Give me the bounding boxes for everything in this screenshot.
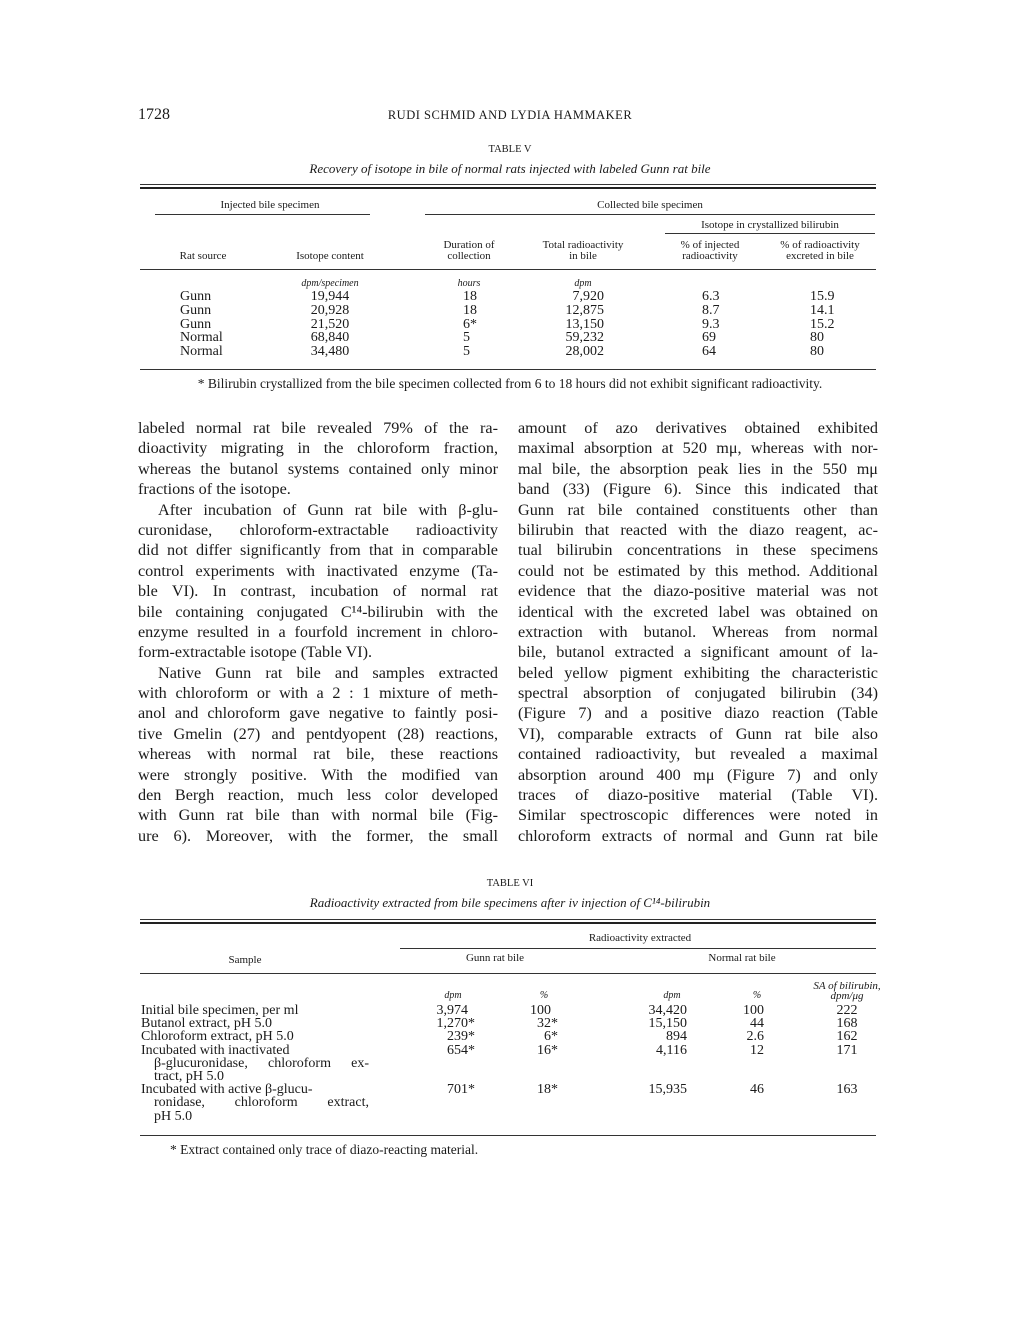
table5-col-header: Total radioactivity bbox=[542, 239, 624, 251]
text-line: whereas the butanol systems contained only minor bbox=[138, 459, 498, 478]
table5-col-header: % of injected bbox=[680, 239, 740, 251]
table6-cell: 894 bbox=[666, 1029, 687, 1045]
table5-cell: 9.3 bbox=[702, 316, 720, 332]
table5-cell: 12,875 bbox=[565, 302, 604, 318]
table6-cell: 4,116 bbox=[656, 1042, 687, 1058]
table6-cell: 100 bbox=[743, 1003, 764, 1018]
text-line: ure 6). Moreover, with the former, the small bbox=[138, 826, 498, 845]
table6-group-gunn: Gunn rat bile bbox=[465, 952, 525, 964]
text-line: bilirubin that reacted with the diazo reagent, ac- bbox=[518, 520, 878, 539]
rule bbox=[140, 919, 876, 920]
text-line: with Gunn rat bile than with normal bile (Fig- bbox=[138, 806, 498, 825]
table6-sample-line: Initial bile specimen, per ml bbox=[141, 1003, 299, 1018]
table5-cell: 15.2 bbox=[810, 316, 835, 332]
table5-cell: 34,480 bbox=[310, 344, 350, 360]
table5-footnote: * Bilirubin crystallized from the bile specimen collected from 6 to 18 hours did not exhibit significant radioactivity. bbox=[197, 376, 823, 391]
text-line: were strongly positive. With the modified van bbox=[138, 765, 498, 784]
table6-caption: Radioactivity extracted from bile specimens after iv injection of C¹⁴-bilirubin bbox=[309, 895, 711, 910]
table5-unit: dpm/specimen bbox=[301, 278, 359, 289]
table5-cell: 69 bbox=[702, 330, 716, 346]
table6-cell: 32* bbox=[537, 1016, 558, 1032]
table6-footnote: * Extract contained only trace of diazo-reacting material. bbox=[170, 1142, 479, 1157]
table6-unit: dpm bbox=[444, 990, 462, 1001]
table5-col-header: in bile bbox=[569, 250, 597, 262]
table5-cell: 5 bbox=[463, 344, 470, 360]
table6-sample-line: Chloroform extract, pH 5.0 bbox=[141, 1029, 294, 1045]
rule bbox=[155, 214, 370, 215]
text-line: ble VI). In contrast, incubation of normal rat bbox=[138, 582, 498, 601]
table6-cell: 15,935 bbox=[648, 1082, 687, 1098]
table5-cell: 5 bbox=[463, 330, 470, 346]
table5-cell: 18 bbox=[463, 289, 477, 304]
table5-cell: 59,232 bbox=[565, 330, 604, 346]
text-line: extraction with butanol. Whereas from normal bbox=[518, 622, 878, 641]
table6-sample-line: β-glucuronidase, chloroform ex- bbox=[154, 1055, 369, 1071]
text-line: control experiments with inactivated enzyme (Ta- bbox=[138, 561, 498, 580]
text-line: tual bilirubin concentrations in these specimens bbox=[518, 541, 878, 560]
table6-cell: 1,270* bbox=[436, 1016, 475, 1032]
rule bbox=[140, 369, 876, 370]
table6-cell: 12 bbox=[750, 1042, 764, 1058]
table6-sa-header: SA of bilirubin, bbox=[813, 980, 881, 992]
text-line: identical with the excreted label was obtained on bbox=[518, 602, 878, 621]
table6-sample-line: ronidase, chloroform extract, bbox=[154, 1095, 369, 1111]
table6-cell: 46 bbox=[750, 1082, 764, 1098]
table5-col-header: Duration of bbox=[443, 239, 495, 251]
body-right-column bbox=[518, 418, 878, 846]
text-line: dioactivity migrating in the chloroform fraction, bbox=[138, 439, 498, 458]
table6-group-normal: Normal rat bile bbox=[708, 952, 776, 964]
text-line: evidence that the diazo-positive material was not bbox=[518, 582, 878, 601]
table6-cell: 239* bbox=[447, 1029, 475, 1045]
text-line: Similar spectroscopic differences were noted in bbox=[518, 806, 878, 825]
rule bbox=[140, 269, 876, 270]
table6-cell: 44 bbox=[750, 1016, 764, 1032]
table6-col-sample: Sample bbox=[228, 954, 262, 966]
text-line: band (33) (Figure 6). Since this indicated that bbox=[518, 480, 878, 499]
text-line: amount of azo derivatives obtained exhibited bbox=[518, 419, 878, 437]
table5-col-header: collection bbox=[447, 250, 491, 262]
table6-sample-line: Incubated with inactivated bbox=[141, 1042, 290, 1058]
text-line: traces of diazo-positive material (Table VI). bbox=[518, 786, 878, 805]
text-line: anol and chloroform gave negative to faintly posi- bbox=[138, 704, 498, 723]
table6-cell: 222 bbox=[836, 1003, 858, 1018]
rule bbox=[140, 1135, 876, 1136]
text-line: could not be estimated by this method. Additional bbox=[518, 561, 878, 580]
text-line: tive Gmelin (27) and pentdyopent (28) reactions, bbox=[138, 724, 498, 743]
text-line: fractions of the isotope. bbox=[138, 480, 291, 499]
text-line: spectral absorption of conjugated bilirubin (34) bbox=[518, 684, 878, 703]
table6-unit: % bbox=[539, 990, 549, 1001]
body-left-column bbox=[138, 418, 498, 846]
text-line: mal bile, the absorption peak lies in the 550 mμ bbox=[518, 459, 878, 478]
page-number: 1728 bbox=[138, 106, 170, 123]
table6-cell: 162 bbox=[836, 1029, 858, 1045]
text-line: beled yellow pigment exhibiting the characteristic bbox=[518, 663, 878, 682]
table5-col-header: Isotope content bbox=[296, 250, 364, 262]
rule bbox=[140, 187, 876, 189]
table6-sample-line: pH 5.0 bbox=[154, 1108, 193, 1124]
table6-cell: 18* bbox=[537, 1082, 558, 1098]
table5-group-injected: Injected bile specimen bbox=[220, 199, 320, 211]
table5-cell: 7,920 bbox=[572, 289, 604, 304]
table6-cell: 2.6 bbox=[746, 1029, 764, 1045]
table5-cell: 80 bbox=[810, 330, 824, 346]
table5-cell: 6.3 bbox=[702, 289, 720, 304]
rule bbox=[665, 233, 875, 234]
rule bbox=[140, 973, 876, 974]
text-line: den Bergh reaction, much less color developed bbox=[138, 786, 498, 805]
table6-group-extracted: Radioactivity extracted bbox=[588, 932, 692, 944]
table5-group-isotope: Isotope in crystallized bilirubin bbox=[701, 219, 839, 231]
table5-cell: Normal bbox=[180, 330, 223, 346]
table6-cell: 168 bbox=[836, 1016, 858, 1032]
table5-cell: 28,002 bbox=[565, 344, 604, 360]
text-line: form-extractable isotope (Table VI). bbox=[138, 643, 373, 662]
text-line: curonidase, chloroform-extractable radioactivity bbox=[138, 520, 498, 539]
text-line: enzyme resulted in a fourfold increment in chloro- bbox=[138, 622, 498, 641]
table6-unit: dpm bbox=[663, 990, 681, 1001]
text-line: contained radioactivity, but revealed a maximal bbox=[518, 745, 878, 764]
table5-cell: 14.1 bbox=[810, 302, 835, 318]
table5-cell: 21,520 bbox=[310, 316, 350, 332]
text-line: Native Gunn rat bile and samples extracted bbox=[158, 663, 498, 682]
table6-label: TABLE VI bbox=[486, 878, 534, 889]
table6-sample-line: Butanol extract, pH 5.0 bbox=[141, 1016, 273, 1032]
text-line: bile containing conjugated C¹⁴-bilirubin with the bbox=[138, 602, 498, 621]
table5-cell: Normal bbox=[180, 344, 223, 360]
table5-unit: dpm bbox=[574, 278, 592, 289]
table6-sample-line: Incubated with active β-glucu- bbox=[141, 1082, 313, 1098]
table6-sample-line: tract, pH 5.0 bbox=[154, 1069, 224, 1084]
text-line: After incubation of Gunn rat bile with β-glu- bbox=[158, 500, 498, 519]
table5-cell: 19,944 bbox=[310, 289, 350, 304]
table6-cell: 15,150 bbox=[648, 1016, 687, 1032]
rule bbox=[140, 184, 876, 185]
table5-cell: 80 bbox=[810, 344, 824, 360]
table6-cell: 171 bbox=[836, 1042, 858, 1058]
table5-cell: 20,928 bbox=[310, 302, 350, 318]
text-line: did not differ significantly from that in comparable bbox=[138, 541, 498, 560]
table5-caption: Recovery of isotope in bile of normal rats injected with labeled Gunn rat bile bbox=[309, 161, 711, 176]
table5-cell: 64 bbox=[702, 344, 716, 360]
table6-cell: 16* bbox=[537, 1042, 558, 1058]
running-head: RUDI SCHMID AND LYDIA HAMMAKER bbox=[387, 108, 633, 122]
table6-cell: 3,974 bbox=[436, 1003, 468, 1018]
table5-col-header: radioactivity bbox=[682, 250, 738, 262]
table5-cell: Gunn bbox=[180, 302, 212, 318]
text-line: chloroform extracts of normal and Gunn rat bile bbox=[518, 826, 878, 845]
rule bbox=[140, 922, 876, 924]
table5-cell: 6* bbox=[463, 316, 477, 332]
text-line: absorption around 400 mμ (Figure 7) and only bbox=[518, 765, 878, 784]
text-line: maximal absorption at 520 mμ, whereas with nor- bbox=[518, 439, 878, 458]
table5-col-header: % of radioactivity bbox=[780, 239, 860, 251]
rule bbox=[425, 214, 875, 215]
table6-cell: 701* bbox=[447, 1082, 475, 1098]
table5-cell: 13,150 bbox=[565, 316, 604, 332]
rule bbox=[400, 948, 876, 949]
table5-cell: Gunn bbox=[180, 316, 212, 332]
table5-label: TABLE V bbox=[488, 144, 532, 155]
table5-unit: hours bbox=[457, 278, 481, 289]
text-line: whereas with normal rat bile, these reactions bbox=[138, 745, 498, 764]
table5-col-header: Rat source bbox=[179, 250, 227, 262]
table5-cell: Gunn bbox=[180, 289, 212, 304]
table5-group-collected: Collected bile specimen bbox=[597, 199, 703, 211]
text-line: Gunn rat bile contained constituents other than bbox=[518, 500, 878, 519]
text-line: labeled normal rat bile revealed 79% of the ra- bbox=[138, 419, 498, 437]
table6-cell: 654* bbox=[447, 1042, 475, 1058]
table5-cell: 15.9 bbox=[810, 289, 835, 304]
table5-cell: 18 bbox=[463, 302, 477, 318]
table6-cell: 6* bbox=[544, 1029, 558, 1045]
table5-cell: 8.7 bbox=[702, 302, 720, 318]
text-line: with chloroform or with a 2 : 1 mixture of meth- bbox=[138, 684, 498, 703]
table6-unit: % bbox=[752, 990, 762, 1001]
text-line: VI), comparable extracts of Gunn rat bile also bbox=[518, 724, 878, 743]
table6-sa-unit: dpm/μg bbox=[830, 990, 864, 1002]
table6-cell: 163 bbox=[836, 1082, 858, 1098]
text-line: bile, butanol extracted a significant amount of la- bbox=[518, 643, 878, 662]
table5-col-header: excreted in bile bbox=[786, 250, 854, 262]
table6-cell: 100 bbox=[530, 1003, 551, 1018]
text-line: (Figure 7) and a positive diazo reaction (Table bbox=[518, 704, 878, 723]
table6-cell: 34,420 bbox=[648, 1003, 687, 1018]
table5-cell: 68,840 bbox=[310, 330, 350, 346]
